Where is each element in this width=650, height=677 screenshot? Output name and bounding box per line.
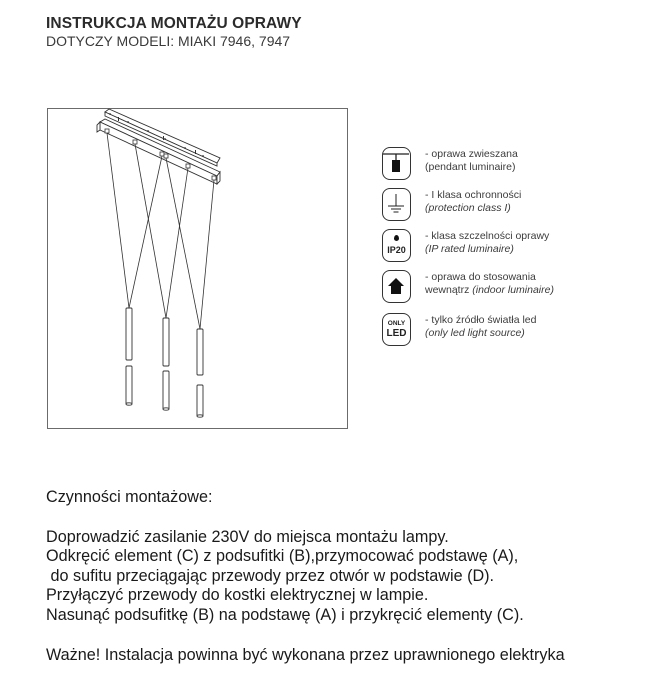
legend-protection-pl: - I klasa ochronności — [425, 189, 522, 201]
ip-rating-label: IP20 — [387, 245, 406, 255]
legend-ip-en: (IP rated luminaire) — [425, 242, 514, 255]
legend-item-indoor — [382, 270, 642, 306]
legend-indoor-pl-2: wewnątrz — [425, 283, 473, 296]
ceiling-base-bar — [100, 119, 220, 176]
legend-pendant-en: (pendant luminaire) — [425, 160, 516, 173]
indoor-house-icon — [382, 270, 411, 303]
water-drop-icon — [394, 235, 399, 241]
tube-3-lower — [197, 385, 203, 416]
legend-pendant-pl: - oprawa zwieszana — [425, 148, 518, 160]
page-title: INSTRUKCJA MONTAŻU OPRAWY — [46, 15, 302, 32]
only-led-icon — [382, 313, 411, 346]
assembly-instructions — [46, 488, 565, 665]
safety-warning: Ważne! Instalacja powinna być wykonana przez uprawnionego elektryka — [46, 645, 565, 664]
instruction-step: do sufitu przeciągając przewody przez otwór w podstawie (D). — [46, 566, 495, 585]
led-label: LED — [386, 328, 407, 339]
legend-indoor-en: (indoor luminaire) — [472, 283, 554, 296]
tube-3-upper — [197, 329, 203, 375]
earth-ground-icon — [382, 188, 411, 221]
instruction-step: Doprowadzić zasilanie 230V do miejsca montażu lampy. — [46, 527, 449, 546]
legend-led-pl: - tylko źródło światła led — [425, 314, 537, 326]
instruction-step: Nasunąć podsufitkę (B) na podstawę (A) i przykręcić elementy (C). — [46, 605, 524, 624]
model-subtitle: DOTYCZY MODELI: MIAKI 7946, 7947 — [46, 33, 291, 49]
legend-item-ip-rating — [382, 229, 642, 265]
instruction-step: Odkręcić element (C) z podsufitki (B),przymocować podstawę (A), — [46, 547, 519, 566]
legend-ip-pl: - klasa szczelności oprawy — [425, 230, 550, 242]
ip20-icon — [382, 229, 411, 262]
tube-2-upper — [163, 318, 169, 366]
only-label: ONLY — [387, 320, 406, 327]
legend-led-en: (only led light source) — [425, 326, 525, 339]
tube-2-lower — [163, 371, 169, 409]
instructions-heading: Czynności montażowe: — [46, 488, 213, 506]
legend-indoor-pl: - oprawa do stosowania — [425, 271, 536, 283]
tube-1-upper — [126, 308, 132, 360]
legend-item-protection-class — [382, 188, 642, 224]
legend-protection-en: (protection class I) — [425, 201, 511, 214]
lamp-assembly-diagram — [47, 108, 348, 429]
legend-item-pendant — [382, 147, 642, 183]
tube-1-lower — [126, 366, 132, 404]
pendant-icon — [382, 147, 411, 180]
legend-item-only-led — [382, 313, 642, 349]
instruction-step: Przyłączyć przewody do kostki elektrycznej w lampie. — [46, 586, 429, 605]
